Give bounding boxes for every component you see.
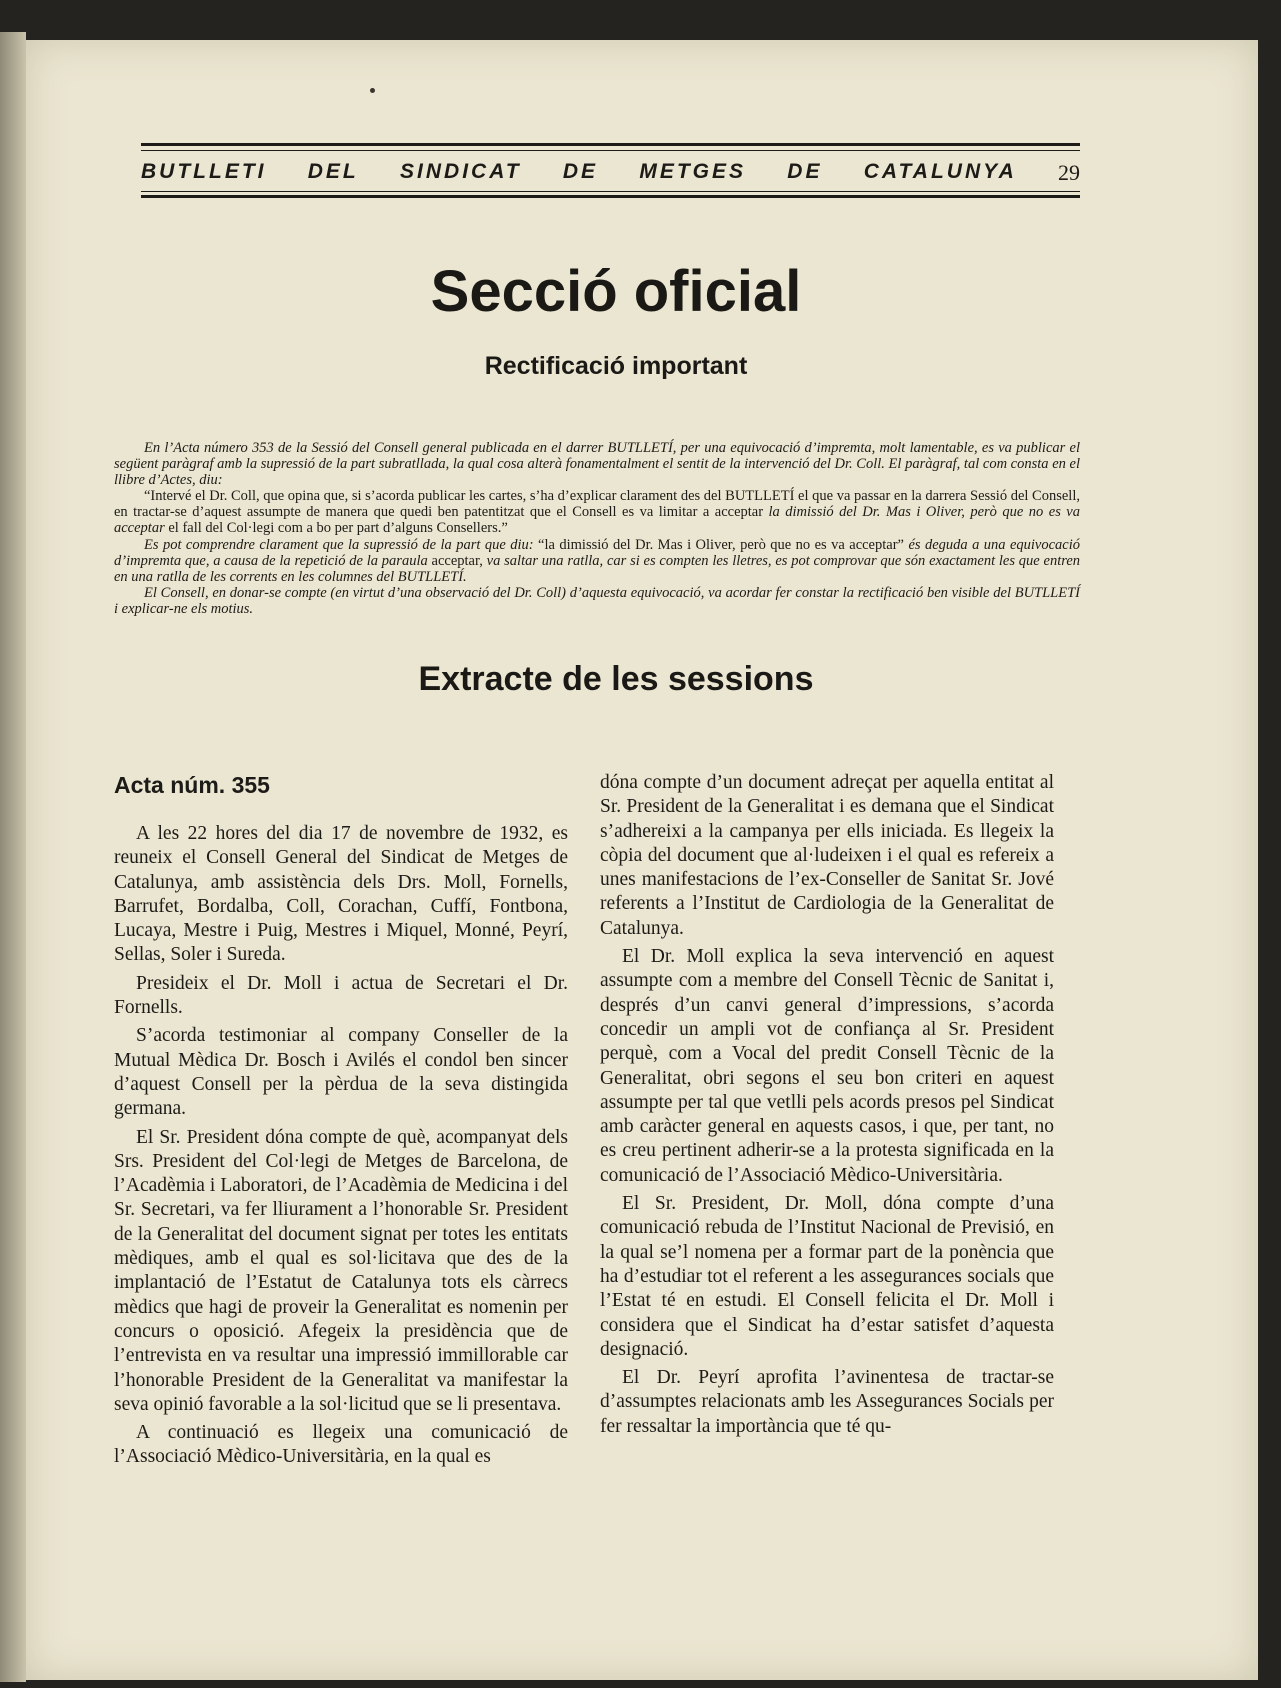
notice-paragraph: El Consell, en donar-se compte (en virtut d’una observació del Dr. Coll) d’aquesta equivocació, va acordar fer constar la rectificació ben visible del BUTLLETÍ i explicar-ne els motius.	[114, 584, 1080, 617]
rectification-notice	[114, 440, 1080, 617]
header-rule	[141, 191, 1080, 192]
header-rule	[141, 150, 1080, 151]
body-paragraph: A continuació es llegeix una comunicació de l’Associació Mèdico-Universitària, en la qual es	[114, 1422, 568, 1468]
journal-title-word: DE	[787, 160, 823, 183]
body-paragraph: dóna compte d’un document adreçat per aquella entitat al Sr. President de la Generalitat i es demana que el Sindicat s’adhereixi a la campanya per ells iniciada. Es llegeix la còpia del document que al·ludeixen i el qual es refereix a unes manifestacions de l’ex-Conseller de Sanitat Sr. Jové referents a l’Institut de Cardiologia de la Generalitat de Catalunya.	[600, 772, 1054, 939]
left-column	[114, 822, 568, 1474]
notice-paragraph	[114, 537, 1080, 585]
journal-title-word: SINDICAT	[400, 160, 522, 183]
right-column	[600, 771, 1054, 1443]
journal-title-word: DE	[562, 160, 599, 183]
quote-italic: la dimissió del Dr. Mas i Oliver, però que no es va acceptar	[114, 504, 1080, 537]
acta-title: Acta núm. 355	[114, 772, 270, 798]
notice-word: acceptar,	[431, 552, 483, 569]
body-paragraph: El Sr. President dóna compte de què, acompanyat dels Srs. President del Col·legi de Metges de Barcelona, de l’Acadèmia i Laboratori, de l’Acadèmia de Medicina i del Sr. Secretari, va fer lliurament a l’honorable Sr. President de la Generalitat del document signat per totes les entitats mèdiques, amb el qual es sol·licitava que des de la implantació de l’Estatut de Catalunya tots els càrrecs mèdics que hagi de proveir la Generalitat es nomenin per concurs o oposició. Afegeix la presidència que de l’entrevista en va resultar una impressió immillorable car l’honorable President de la Generalitat va manifestar la seva opinió favorable a la sol·licitud que se li presentava.	[114, 1126, 568, 1415]
body-paragraph: S’acorda testimoniar al company Conseller de la Mutual Mèdica Dr. Bosch i Avilés el condol ben sincer d’aquest Consell per la pèrdua de la seva distingida germana.	[114, 1025, 568, 1120]
body-paragraph: El Dr. Moll explica la seva intervenció en aquest assumpte com a membre del Consell Tècnic de Sanitat i, després d’un canvi general d’impressions, s’acorda concedir un ampli vot de confiança al Sr. President perquè, com a Vocal del predit Consell Tècnic de la Generalitat, obri segons el seu bon criteri en aquest assumpte per tal que vetlli pels acords presos pel Sindicat amb caràcter general en aquests casos, i que, per tant, no es creu pertinent adherir-se a la protesta significada en la comunicació de l’Associació Mèdico-Universitària.	[600, 946, 1054, 1186]
running-header	[114, 105, 1080, 215]
header-rule	[141, 195, 1080, 198]
body-paragraph: El Dr. Peyrí aprofita l’avinentesa de tractar-se d’assumptes relacionats amb les Assegurances Socials per fer ressaltar la importància que té qu-	[600, 1367, 1054, 1437]
journal-title	[114, 160, 1080, 186]
notice-paragraph: En l’Acta número 353 de la Sessió del Consell general publicada en el darrer BUTLLETÍ, per una equivocació d’impremta, molt lamentable, es va publicar el següent paràgraf amb la supressió de la part subratllada, la qual cosa alterà fonamentalment el sentit de la intervenció del Dr. Coll. El paràgraf, tal com consta en el llibre d’Actes, diu:	[114, 440, 1080, 489]
journal-title-word: CATALUNYA	[863, 160, 1017, 183]
page-number: 29	[1058, 160, 1080, 185]
quote-text: “Intervé el Dr. Coll, que opina que, si s’acorda publicar les cartes, s’ha d’explicar clarament des del BUTLLETÍ el que va passar en la darrera Sessió del Consell, en tractar-se d’aquest assumpte de manera que quedi ben patentitzat que el Consell es va limitar a acceptar	[114, 488, 1080, 521]
journal-title-word: DEL	[307, 160, 359, 183]
section-title: Secció oficial	[430, 259, 802, 324]
body-paragraph: Presideix el Dr. Moll i actua de Secretari el Dr. Fornells.	[114, 972, 568, 1019]
notice-quote	[114, 488, 1080, 536]
extract-title: Extracte de les sessions	[418, 660, 814, 698]
notice-quoted: “la dimissió del Dr. Mas i Oliver, però que no es va acceptar”	[538, 536, 904, 553]
quote-end: el fall del Col·legi com a bo per part d’alguns Consellers.”	[168, 520, 508, 537]
header-rule	[141, 143, 1080, 146]
section-subtitle: Rectificació important	[484, 352, 748, 380]
speck	[370, 88, 375, 93]
body-paragraph: El Sr. President, Dr. Moll, dóna compte d’una comunicació rebuda de l’Institut Nacional de Previsió, en la qual se’l nomena per a formar part de la ponència que ha d’estudiar tot el referent a les assegurances socials que l’Estat té en estudi. El Consell felicita el Dr. Moll i considera que el Sindicat ha d’estar satisfet d’aquesta designació.	[600, 1193, 1054, 1360]
journal-title-word: METGES	[639, 160, 747, 183]
notice-text: Es pot comprendre clarament que la supressió de la part que diu:	[144, 536, 534, 553]
body-paragraph: A les 22 hores del dia 17 de novembre de 1932, es reuneix el Consell General del Sindicat de Metges de Catalunya, amb assistència dels Drs. Moll, Fornells, Barrufet, Bordalba, Coll, Corachan, Cuffí, Fontbona, Lucaya, Mestre i Puig, Mestres i Miquel, Monné, Peyrí, Sellas, Soler i Sureda.	[114, 823, 568, 966]
notice-text: va saltar una ratlla, car si es compten les lletres, es pot comprovar que són exactament les que entren en una ratlla de les corrents en les columnes del BUTLLETÍ.	[114, 552, 1081, 585]
journal-title-word: BUTLLETI	[141, 160, 267, 183]
notice-text: és deguda a una equivocació d’impremta que, a causa de la repetició de la paraula	[114, 536, 1081, 569]
